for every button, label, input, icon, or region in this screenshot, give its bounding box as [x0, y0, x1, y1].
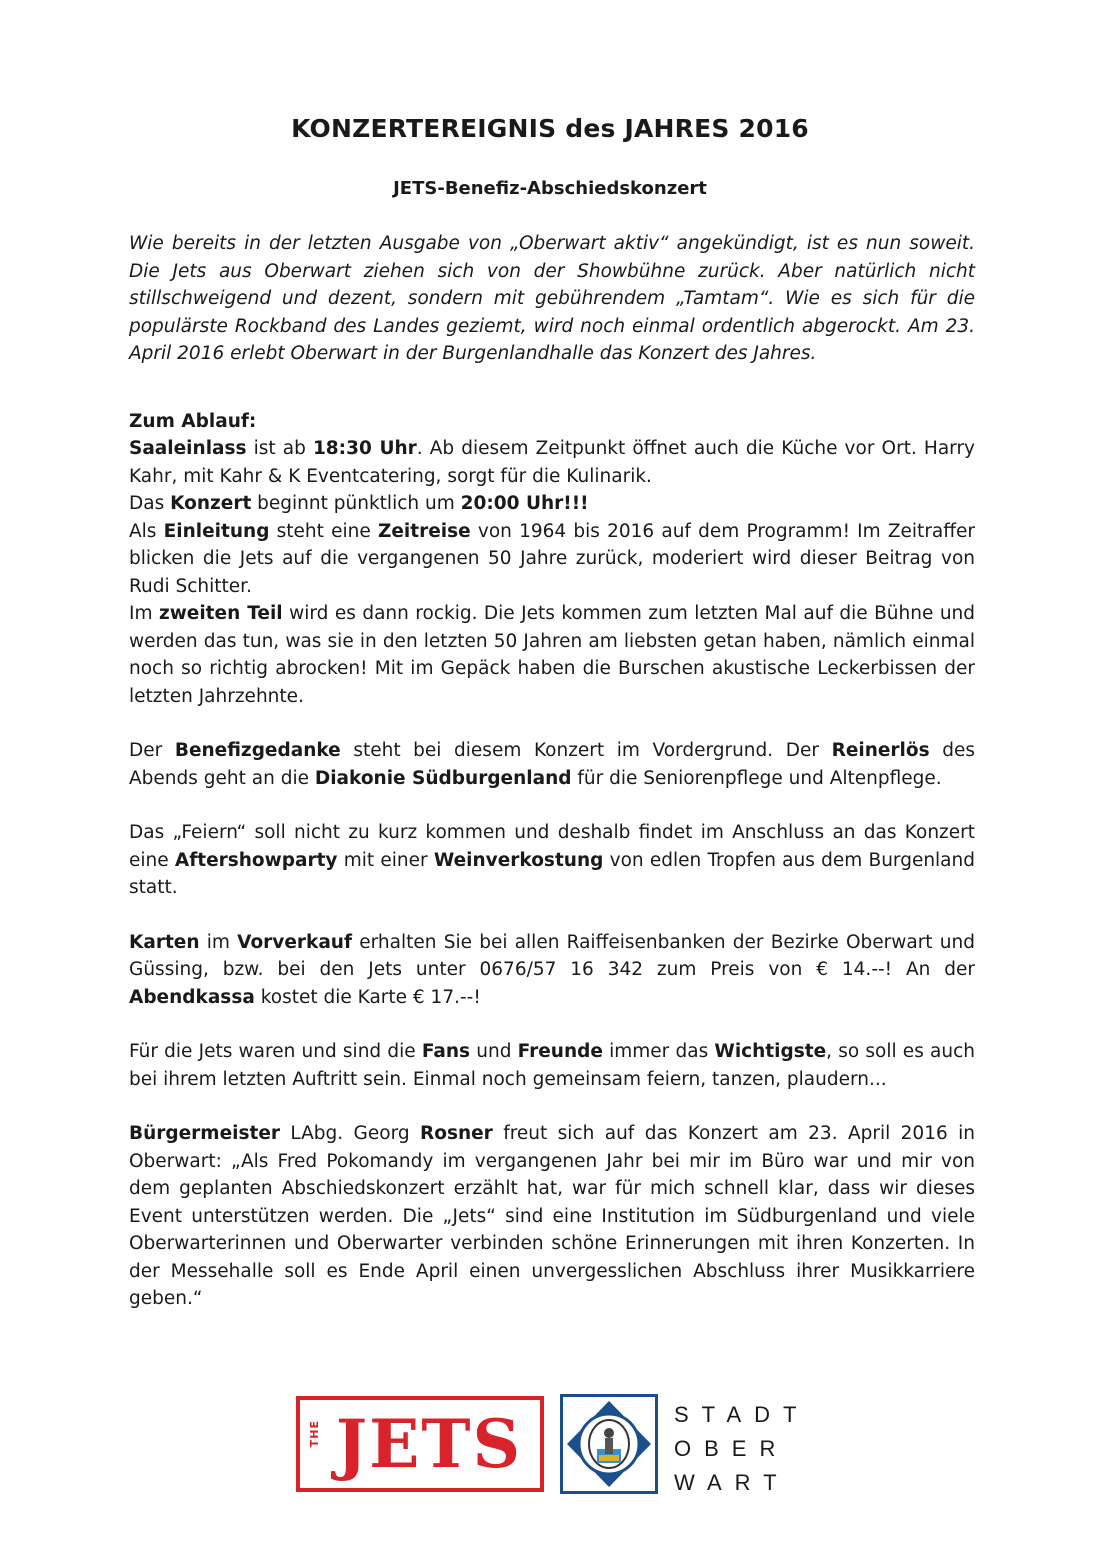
intro-paragraph: Wie bereits in der letzten Ausgabe von „Oberwart aktiv“ angekündigt, ist es nun soweit. Die Jets aus Oberwart ziehen sich von der Showbühne zurück. Aber natürlich nicht stillschweigend und dezent, sondern mit gebührendem „Tamtam“. Wie es sich für die populärste Rockband des Landes geziemt, wird noch einmal ordentlich abgerockt. Am 23. April 2016 erlebt Oberwart in der Burgenlandhalle das Konzert des Jahres.: [129, 233, 975, 364]
wart-line: WART: [674, 1470, 790, 1495]
page-subtitle: JETS-Benefiz-Abschiedskonzert: [393, 178, 707, 199]
article-body: [129, 230, 975, 1313]
seal-graphic: [563, 1397, 655, 1491]
buergermeister-paragraph: Bürgermeister LAbg. Georg Rosner freut sich auf das Konzert am 23. April 2016 in Oberwart: „Als Fred Pokomandy im vergangenen Jahr bei mir im Büro war und mir von dem geplanten Abschiedskonzert erzählt hat, war für mich schnell klar, dass wir dieses Event unterstützen werden. Die „Jets“ sind eine Institution im Südburgenland und viele Oberwarterinnen und Oberwarter verbinden schöne Erinnerungen mit ihren Konzerten. In der Messehalle soll es Ende April einen unvergesslichen Abschluss ihrer Musikkarriere geben.“: [129, 1123, 975, 1309]
jets-logo-the: THE: [308, 1420, 321, 1448]
stadt-line: STADT: [674, 1402, 810, 1427]
feiern-paragraph: Das „Feiern“ soll nicht zu kurz kommen und deshalb findet im Anschluss an das Konzert eine Aftershowparty mit einer Weinverkostung von edlen Tropfen aus dem Burgenland statt.: [129, 822, 975, 898]
karten-paragraph: Karten im Vorverkauf erhalten Sie bei allen Raiffeisenbanken der Bezirke Oberwart und Güssing, bzw. bei den Jets unter 0676/57 16 342 zum Preis von € 14.--! An der Abendkassa kostet die Karte € 17.--!: [129, 931, 975, 1008]
fans-paragraph: Für die Jets waren und sind die Fans und Freunde immer das Wichtigste, so soll es auch bei ihrem letzten Auftritt sein. Einmal noch gemeinsam feiern, tanzen, plaudern...: [129, 1041, 975, 1090]
ablauf-einleitung: Als Einleitung steht eine Zeitreise von 1964 bis 2016 auf dem Programm! Im Zeitraffer blicken die Jets auf die vergangenen 50 Jahre zurück, moderiert wird dieser Beitrag von Rudi Schitter.: [129, 520, 975, 597]
ablauf-heading: Zum Ablauf:: [129, 410, 257, 432]
ober-line: OBER: [674, 1436, 789, 1461]
ablauf-einlass: Saaleinlass ist ab 18:30 Uhr. Ab diesem Zeitpunkt öffnet auch die Küche vor Ort. Harry Kahr, mit Kahr & K Eventcatering, sorgt für die Kulinarik.: [129, 438, 975, 487]
ablauf-konzert: Das Konzert beginnt pünktlich um 20:00 Uhr!!!: [129, 493, 589, 514]
logo-row: [0, 1394, 1100, 1504]
stadt-oberwart-seal-icon: [560, 1394, 658, 1494]
jets-logo-word: JETS: [335, 1405, 523, 1483]
benefiz-paragraph: Der Benefizgedanke steht bei diesem Konzert im Vordergrund. Der Reinerlös des Abends geht an die Diakonie Südburgenland für die Seniorenpflege und Altenpflege.: [129, 740, 975, 789]
jets-logo: [296, 1396, 544, 1492]
ablauf-zweiter-teil: Im zweiten Teil wird es dann rockig. Die Jets kommen zum letzten Mal auf die Bühne und werden das tun, was sie in den letzten 50 Jahren am liebsten getan haben, nämlich einmal noch so richtig abrocken! Mit im Gepäck haben die Burschen akustische Leckerbissen der letzten Jahrzehnte.: [129, 603, 976, 707]
stadt-oberwart-wordmark: [674, 1398, 810, 1500]
page-title: KONZERTEREIGNIS des JAHRES 2016: [291, 114, 809, 143]
